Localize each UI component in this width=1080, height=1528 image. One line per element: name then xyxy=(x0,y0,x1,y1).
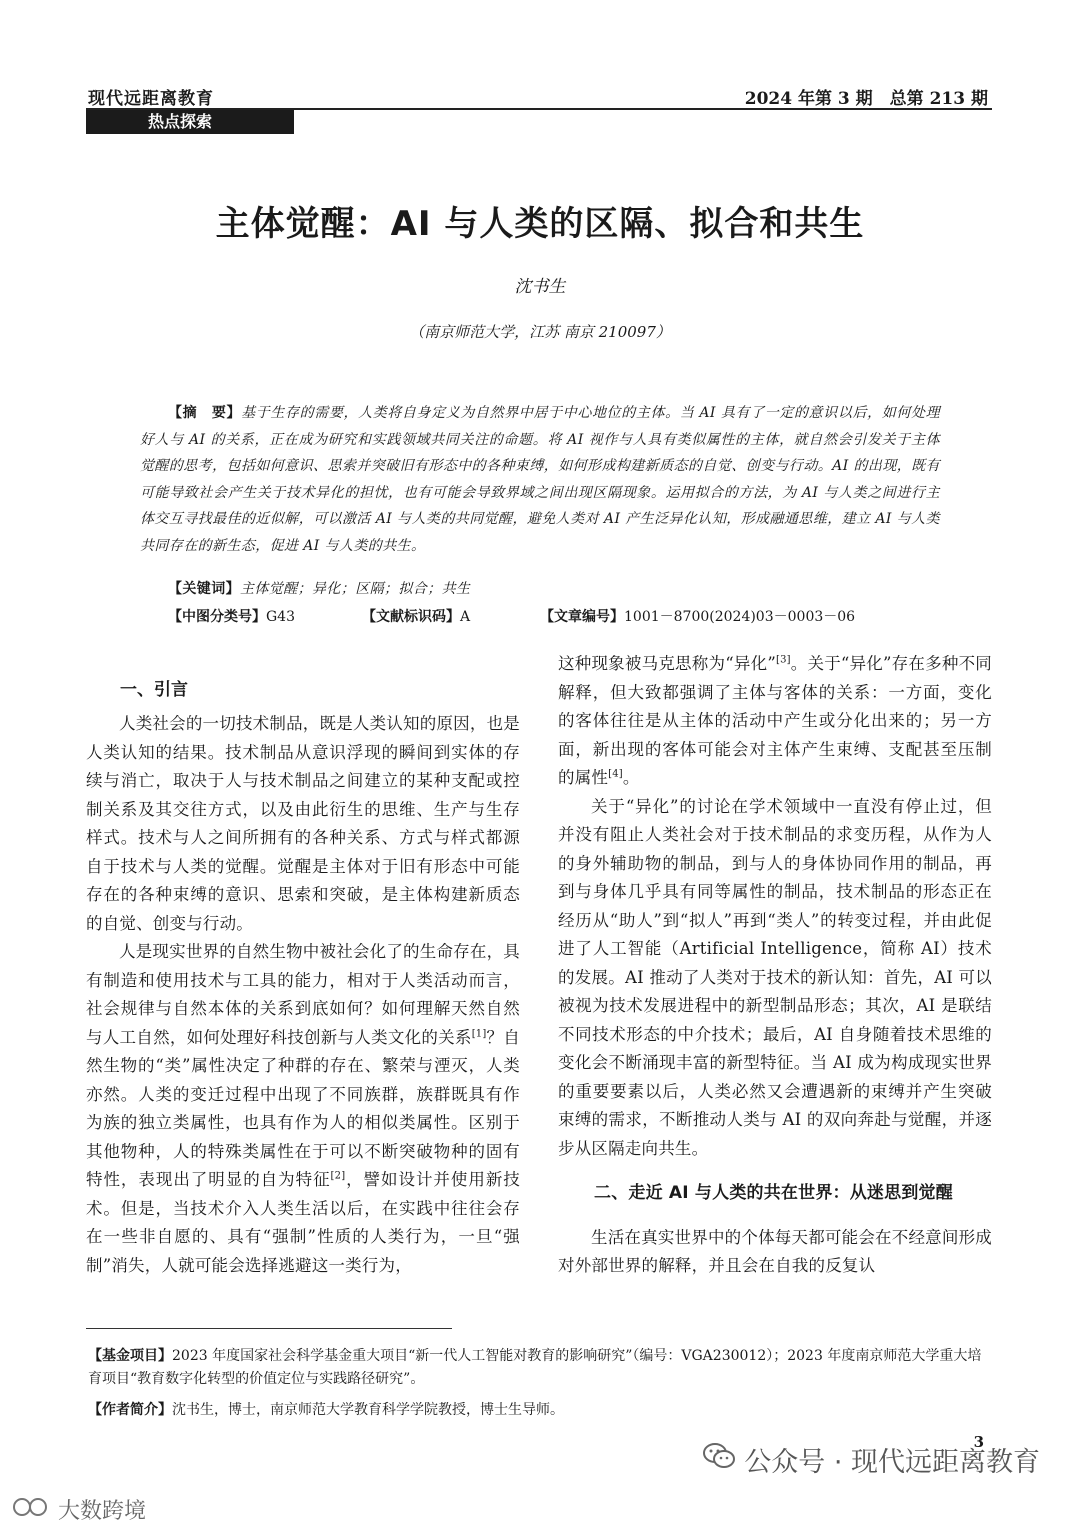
funding-note xyxy=(88,1345,988,1391)
document-code-label: 【文献标识码】 xyxy=(362,609,460,625)
author-bio xyxy=(88,1399,988,1422)
text-run: 。 xyxy=(622,768,640,787)
paragraph: 关于“异化”的讨论在学术领域中一直没有停止过，但并没有阻止人类社会对于技术制品的求变历程，从作为人的身外辅助物的制品，到与人的身体协同作用的制品，再到与身体几乎具有同等属性的制品，技术制品的形态正在经历从“助人”到“拟人”再到“类人”的转变过程，并由此促进了人工智能（Artificial Intelligence，简称 AI）技术的发展。AI 推动了人类对于技术的新认知：首先，AI 可以被视为技术发展进程中的新型制品形态；其次，AI 是联结不同技术形态的中介技术；最后，AI 自身随着技术思维的变化会不断涌现丰富的新型特征。当 AI 成为构成现实世界的重要要素以后，人类必然又会遭遇新的束缚并产生突破束缚的需求，不断推动人类与 AI 的双向奔赴与觉醒，并逐步从区隔走向共生。 xyxy=(558,796,992,1158)
article-number-value: 1001－8700(2024)03－0003－06 xyxy=(624,609,856,625)
section-heading-intro: 一、引言 xyxy=(120,680,188,700)
right-column xyxy=(558,650,992,1281)
paragraph xyxy=(558,650,992,793)
wechat-watermark xyxy=(702,1440,1040,1479)
brand-watermark-text: 大数跨境 xyxy=(58,1499,147,1524)
keywords xyxy=(168,578,470,598)
citation-3[interactable]: [3] xyxy=(775,654,791,666)
text-run: 。关于“异化”存在多种不同解释，但大致都强调了主体与客体的关系：一方面，变化的客体往往是从主体的活动中产生或分化出来的；另一方面，新出现的客体可能会对主体产生束缚、支配甚至压制的属性 xyxy=(558,654,992,787)
page-number: 3 xyxy=(973,1433,984,1451)
citation-2[interactable]: [2] xyxy=(330,1170,346,1182)
article-number-label: 【文章编号】 xyxy=(540,609,624,625)
document-code xyxy=(362,606,470,626)
journal-name: 现代远距离教育 xyxy=(88,89,214,109)
document-code-value: A xyxy=(460,609,471,625)
article-title: 主体觉醒：AI 与人类的区隔、拟合和共生 xyxy=(215,204,865,244)
section-heading-two: 二、走近 AI 与人类的共在世界：从迷思到觉醒 xyxy=(594,1183,953,1203)
author-name: 沈书生 xyxy=(514,277,566,297)
text-run: ，譬如设计并使用新技术。但是，当技术介入人类生活以后，在实践中往往会存在一些非自愿的、具有“强制”性质的人类行为，一旦“强制”消失，人就可能会选择逃避这一类行为， xyxy=(86,1170,520,1275)
citation-1[interactable]: [1] xyxy=(471,1028,487,1039)
author-bio-label: 【作者简介】 xyxy=(88,1402,172,1418)
funding-text: 2023 年度国家社会科学基金重大项目“新一代人工智能对教育的影响研究”（编号：VGA230012）；2023 年度南京师范大学重大培育项目“教育数字化转型的价值定位与实践路径研究”。 xyxy=(88,1348,982,1387)
text-run: 这种现象被马克思称为“异化” xyxy=(558,654,776,673)
left-column xyxy=(86,710,520,1280)
wechat-watermark-text: 公众号 · 现代远距离教育 xyxy=(744,1447,1040,1478)
text-run: ？自然生物的“类”属性决定了种群的存在、繁荣与湮灭，人类亦然。人类的变迁过程中出现了不同族群，族群既具有作为族的独立类属性，也具有作为人的相似类属性。区别于其他物种，人的特殊类属性在于可以不断突破物种的固有特性，表现出了明显的自为特征 xyxy=(86,1027,520,1189)
section-label: 热点探索 xyxy=(86,110,294,134)
abstract-text: 基于生存的需要，人类将自身定义为自然界中居于中心地位的主体。当 AI 具有了一定的意识以后，如何处理好人与 AI 的关系，正在成为研究和实践领域共同关注的命题。将 AI 视作与人具有类似属性的主体，就自然会引发关于主体觉醒的思考，包括如何意识、思索并突破旧有形态中的各种束缚，如何形成构建新质态的自觉、创变与行动。AI 的出现，既有可能导致社会产生关于技术异化的担忧，也有可能会导致界域之间出现区隔现象。运用拟合的方法，为 AI 与人类之间进行主体交互寻找最佳的近似解，可以激活 AI 与人类的共同觉醒，避免人类对 AI 产生泛异化认知，形成融通思维，建立 AI 与人类共同存在的新生态，促进 AI 与人类的共生。 xyxy=(140,405,940,554)
footnote-rule xyxy=(86,1328,452,1329)
classification-label: 【中图分类号】 xyxy=(168,609,266,625)
brand-watermark xyxy=(12,1494,146,1525)
keywords-label: 【关键词】 xyxy=(168,581,240,597)
classification-value: G43 xyxy=(266,609,295,625)
citation-4[interactable]: [4] xyxy=(608,768,623,780)
paragraph xyxy=(86,938,520,1280)
keywords-text: 主体觉醒；异化；区隔；拟合；共生 xyxy=(240,581,471,597)
author-bio-text: 沈书生，博士，南京师范大学教育科学学院教授，博士生导师。 xyxy=(172,1402,564,1418)
abstract-label: 【摘 要】 xyxy=(168,405,242,421)
brand-logo-icon xyxy=(12,1495,52,1525)
author-affiliation: （南京师范大学，江苏 南京 210097） xyxy=(409,323,671,341)
wechat-icon xyxy=(702,1441,736,1478)
abstract xyxy=(140,400,940,560)
paragraph: 生活在真实世界中的个体每天都可能会在不经意间形成对外部世界的解释，并且会在自我的反复认 xyxy=(558,1227,992,1275)
classification-number xyxy=(168,606,295,626)
article-number xyxy=(540,606,855,626)
funding-label: 【基金项目】 xyxy=(88,1348,172,1364)
issue-info: 2024 年第 3 期 总第 213 期 xyxy=(744,89,988,109)
paragraph: 人类社会的一切技术制品，既是人类认知的原因，也是人类认知的结果。技术制品从意识浮现的瞬间到实体的存续与消亡，取决于人与技术制品之间建立的某种支配或控制关系及其交往方式，以及由此衍生的思维、生产与生存样式。技术与人之间所拥有的各种关系、方式与样式都源自于技术与人类的觉醒。觉醒是主体对于旧有形态中可能存在的各种束缚的意识、思索和突破，是主体构建新质态的自觉、创变与行动。 xyxy=(86,714,520,933)
text-run: 人是现实世界的自然生物中被社会化了的生命存在，具有制造和使用技术与工具的能力，相对于人类活动而言，社会规律与自然本体的关系到底如何？如何理解天然自然与人工自然，如何处理好科技创新与人类文化的关系 xyxy=(86,942,520,1047)
